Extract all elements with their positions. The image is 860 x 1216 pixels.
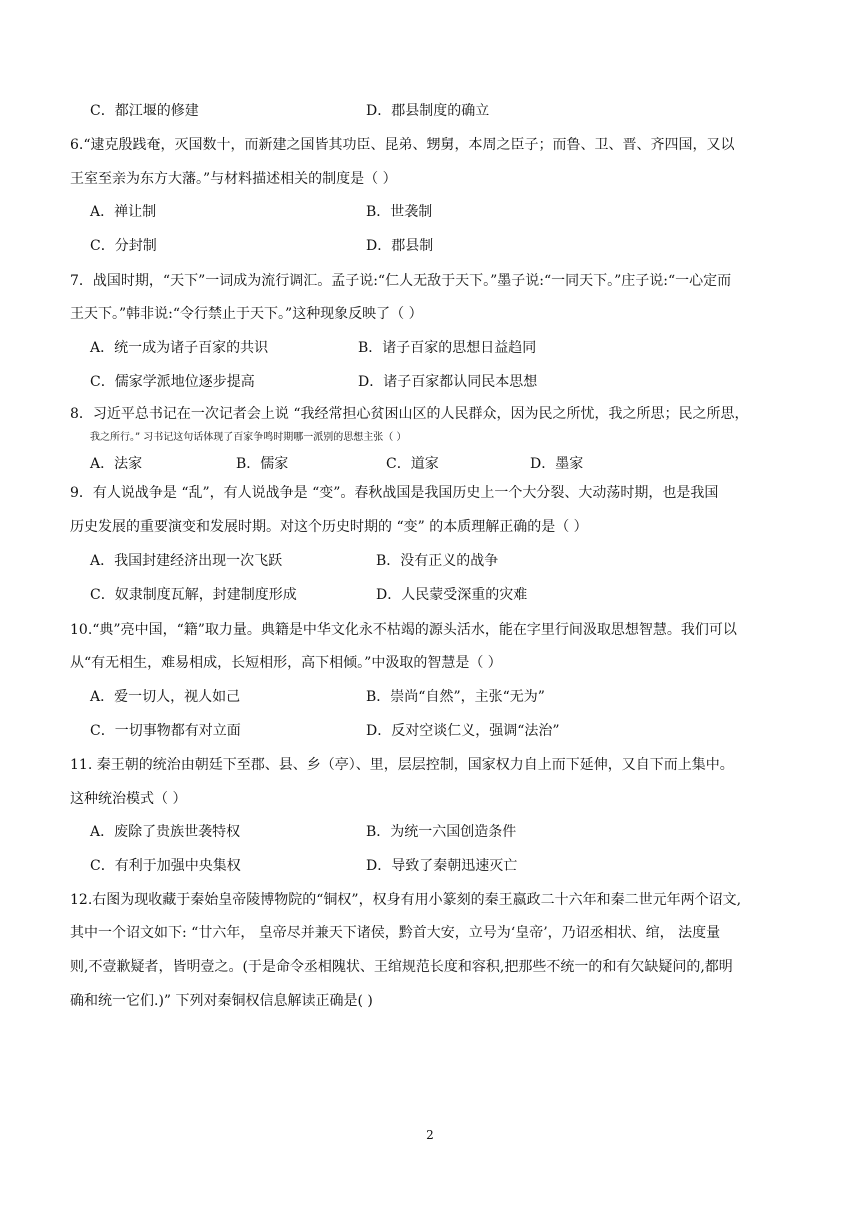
- q7-option-b: B．诸子百家的思想日益趋同: [358, 340, 537, 356]
- q10-option-d: D．反对空谈仁义，强调“法治”: [366, 723, 560, 739]
- q9-stem-line1: 9．有人说战争是 “乱”，有人说战争是 “变”。春秋战国是我国历史上一个大分裂、大动荡时期，也是我国: [70, 485, 719, 501]
- q8-stem-line2: 我之所行。” 习书记这句话体现了百家争鸣时期哪一派别的思想主张（ ）: [90, 432, 407, 443]
- q11-option-c: C．有利于加强中央集权: [90, 858, 241, 874]
- q9-option-a: A．我国封建经济出现一次飞跃: [90, 553, 283, 569]
- q8-option-a: A．法家: [90, 456, 143, 472]
- q9-option-c: C．奴隶制度瓦解，封建制度形成: [90, 587, 297, 603]
- q12-stem-line2: 其中一个诏文如下: “廿六年， 皇帝尽并兼天下诸侯，黔首大安，立号为‘皇帝’，乃诏丞相状、绾， 法度量: [70, 925, 721, 941]
- q8-option-d: D．墨家: [530, 456, 584, 472]
- q11-stem-line2: 这种统治模式（ ）: [70, 791, 187, 807]
- q9-option-b: B．没有正义的战争: [376, 553, 499, 569]
- q8-option-c: C．道家: [386, 456, 439, 472]
- q6-option-d: D．郡县制: [366, 238, 434, 254]
- q12-stem-line3: 则,不壹歉疑者，皆明壹之。(于是命令丞相隗状、王绾规范长度和容积,把那些不统一的和有欠缺疑问的,都明: [70, 959, 733, 975]
- q11-option-a: A．废除了贵族世袭特权: [90, 824, 241, 840]
- page-number: 2: [426, 1128, 434, 1142]
- q7-option-c: C．儒家学派地位逐步提高: [90, 374, 255, 390]
- q6-option-a: A．禅让制: [90, 204, 157, 220]
- q6-stem-line1: 6.“逮克殷践奄，灭国数十，而新建之国皆其功臣、昆弟、甥舅，本周之臣子；而鲁、卫、晋、齐四国，又以: [70, 137, 735, 153]
- q10-option-a: A．爱一切人，视人如己: [90, 689, 241, 705]
- q11-option-b: B．为统一六国创造条件: [366, 824, 517, 840]
- q12-stem-line1: 12.右图为现收藏于秦始皇帝陵博物院的“铜权”，权身有用小篆刻的秦王嬴政二十六年和秦二世元年两个诏文,: [70, 892, 742, 908]
- q7-option-a: A．统一成为诸子百家的共识: [90, 340, 269, 356]
- q7-option-d: D．诸子百家都认同民本思想: [358, 374, 538, 390]
- q6-option-c: C．分封制: [90, 238, 157, 254]
- q11-option-d: D．导致了秦朝迅速灭亡: [366, 858, 518, 874]
- q9-stem-line2: 历史发展的重要演变和发展时期。对这个历史时期的 “变” 的本质理解正确的是（ ）: [70, 519, 588, 535]
- q8-option-b: B．儒家: [236, 456, 289, 472]
- q12-stem-line4: 确和统一它们.)” 下列对秦铜权信息解读正确是( ): [70, 993, 373, 1009]
- q6-option-b: B．世袭制: [366, 204, 433, 220]
- q10-option-c: C．一切事物都有对立面: [90, 723, 241, 739]
- q8-stem-line1: 8．习近平总书记在一次记者会上说 “我经常担心贫困山区的人民群众，因为民之所忧，我之所思；民之所思，: [70, 406, 749, 422]
- q6-stem-line2: 王室至亲为东方大藩。”与材料描述相关的制度是（ ）: [70, 171, 397, 187]
- q7-stem-line1: 7．战国时期，“天下”一词成为流行调汇。孟子说:“仁人无敌于天下。”墨子说:“一同天下。”庄子说:“一心定而: [70, 273, 732, 289]
- q10-stem-line1: 10.“典”亮中国，“籍”取力量。典籍是中华文化永不枯竭的源头活水，能在字里行间汲取思想智慧。我们可以: [70, 622, 737, 638]
- q11-stem-line1: 11. 秦王朝的统治由朝廷下至郡、县、乡（亭）、里，层层控制，国家权力自上而下延伸，又自下而上集中。: [70, 757, 734, 773]
- q9-option-d: D．人民蒙受深重的灾难: [376, 587, 528, 603]
- q5-option-c: C．都江堰的修建: [90, 103, 199, 119]
- q7-stem-line2: 王天下。”韩非说:“令行禁止于天下。”这种现象反映了（ ）: [70, 306, 423, 322]
- q10-stem-line2: 从“有无相生，难易相成，长短相形，高下相倾。”中汲取的智慧是（ ）: [70, 655, 502, 671]
- q10-option-b: B．崇尚“自然”，主张“无为”: [366, 689, 545, 705]
- q5-option-d: D．郡县制度的确立: [366, 103, 490, 119]
